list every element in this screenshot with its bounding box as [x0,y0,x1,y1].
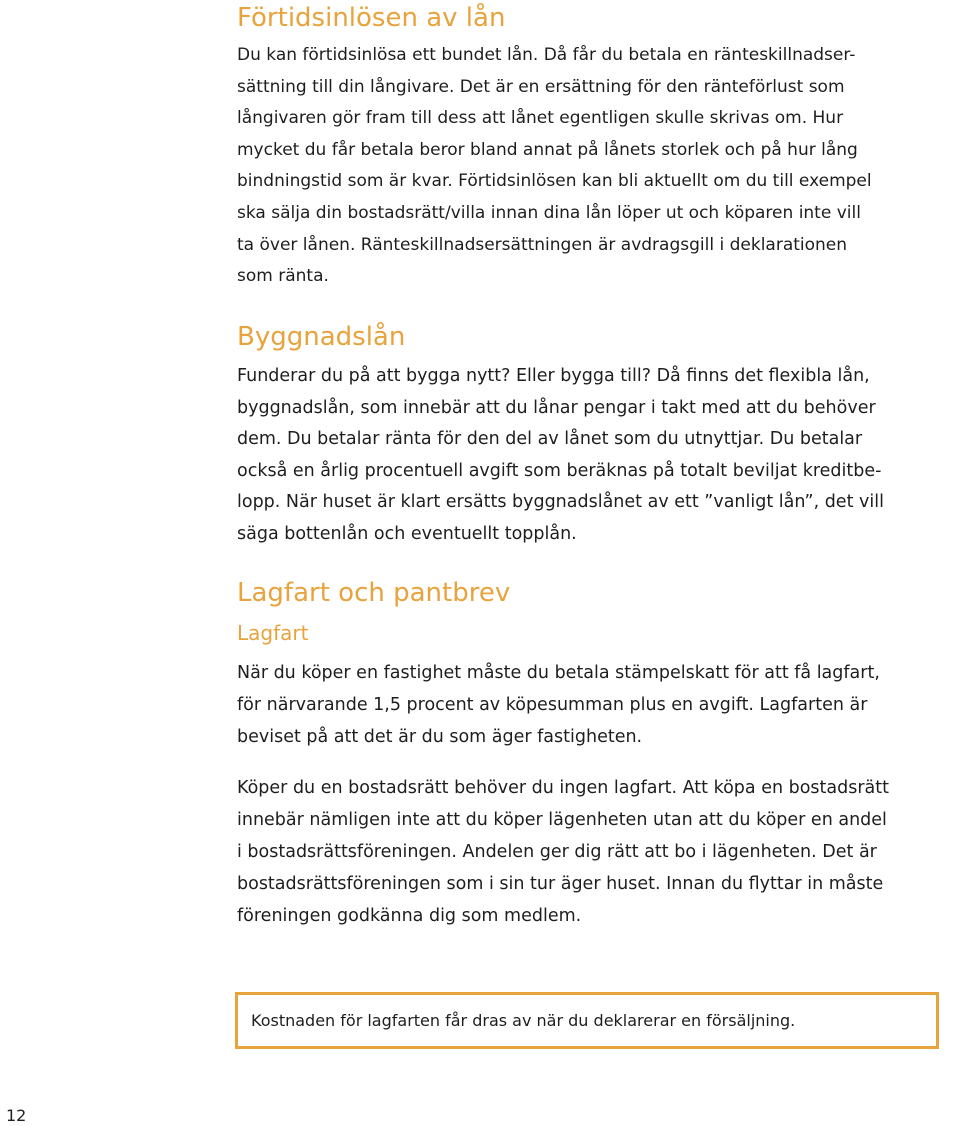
text-line: säga bottenlån och eventuellt topplån. [237,523,577,544]
text-line: När du köper en fastighet måste du betala stämpelskatt för att få lagfart, [237,663,880,683]
note-text: Kostnaden för lagfarten får dras av när du deklarerar en försäljning. [251,1011,796,1030]
text-line: också en årlig procentuell avgift som beräknas på totalt beviljat kreditbe- [237,460,882,481]
paragraph-lagfart-2 [237,772,889,932]
text-line: dem. Du betalar ränta för den del av lånet som du utnyttjar. Du betalar [237,429,863,450]
heading-fortidsinlosen: Förtidsinlösen av lån [237,3,506,33]
text-line: bindningstid som är kvar. Förtidsinlösen kan bli aktuellt om du till exempel [237,171,872,192]
text-line: Du kan förtidsinlösa ett bundet lån. Då får du betala en ränteskillnadser- [237,45,856,65]
paragraph-fortidsinlosen [237,40,872,293]
paragraph-lagfart-1 [237,657,880,753]
text-line: ska sälja din bostadsrätt/villa innan dina lån löper ut och köparen inte vill [237,202,861,223]
paragraph-byggnadslan [237,361,884,551]
page-number: 12 [6,1106,27,1125]
text-line: som ränta. [237,266,329,287]
text-line: i bostadsrättsföreningen. Andelen ger dig rätt att bo i lägenheten. Det är [237,842,877,862]
text-line: lopp. När huset är klart ersätts byggnadslånet av ett ”vanligt lån”, det vill [237,492,884,513]
text-line: sättning till din långivare. Det är en ersättning för den ränteförlust som [237,76,845,97]
text-line: ta över lånen. Ränteskillnadsersättningen är avdragsgill i deklarationen [237,234,848,255]
text-line: byggnadslån, som innebär att du lånar pengar i takt med att du behöver [237,397,876,418]
text-line: Köper du en bostadsrätt behöver du ingen lagfart. Att köpa en bostadsrätt [237,778,890,798]
text-line: för närvarande 1,5 procent av köpesumman plus en avgift. Lagfarten är [237,695,868,715]
text-line: långivaren gör fram till dess att lånet egentligen skulle skrivas om. Hur [237,108,844,129]
text-line: beviset på att det är du som äger fastigheten. [237,727,643,747]
heading-lagfart-och-pantbrev: Lagfart och pantbrev [237,578,511,608]
note-box [235,992,939,1049]
text-line: innebär nämligen inte att du köper lägenheten utan att du köper en andel [237,810,887,830]
heading-byggnadslan: Byggnadslån [237,322,406,352]
subheading-lagfart: Lagfart [237,621,309,645]
text-line: mycket du får betala beror bland annat på lånets storlek och på hur lång [237,139,858,160]
text-line: Funderar du på att bygga nytt? Eller bygga till? Då finns det flexibla lån, [237,366,870,386]
text-line: bostadsrättsföreningen som i sin tur äger huset. Innan du flyttar in måste [237,874,884,894]
text-line: föreningen godkänna dig som medlem. [237,906,582,926]
